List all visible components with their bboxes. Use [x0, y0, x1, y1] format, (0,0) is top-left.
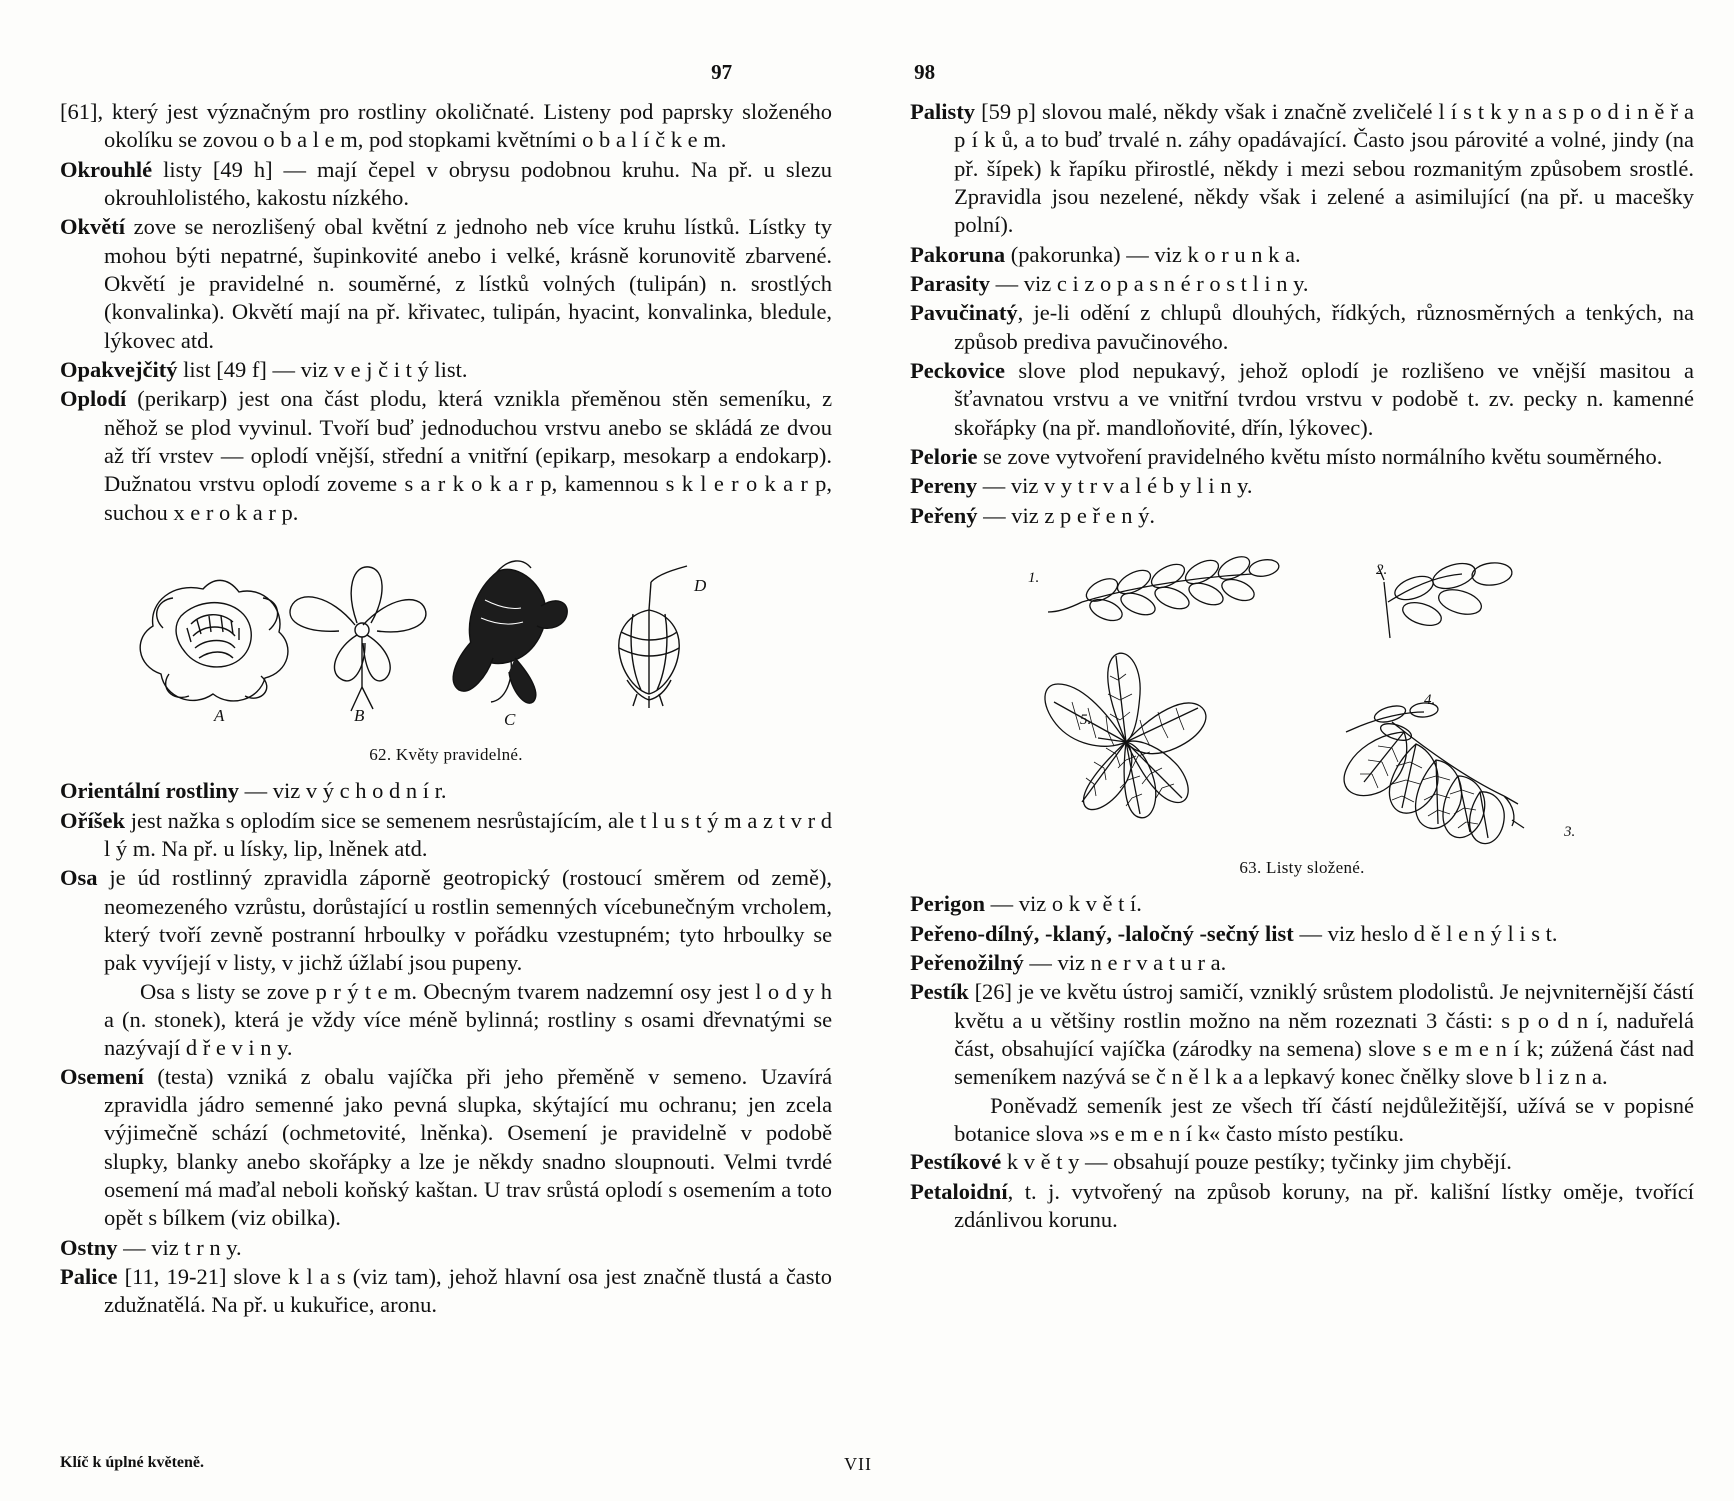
entry-body: — viz z p e ř e n ý. [977, 502, 1155, 528]
entry-body: — viz n e r v a t u r a. [1023, 949, 1227, 975]
entry-body: slove plod nepukavý, jehož oplodí je rozlišeno ve vnější masitou a šťavnatou vrstvu a ve vnitřní tvrdou vrstvu v podobě t. zv. pecky n. kamenné skořápky (na př. mandloňovité, dřín, lýkovec). [954, 358, 1694, 440]
entry-pakoruna [910, 241, 1694, 269]
entry-term: Pavučinatý [910, 300, 1018, 326]
entry-body: [59 p] slovou malé, někdy však i značně zveličelé l í s t k y n a s p o d i n ě ř a p í k ů, a to buď trvalé n. záhy opadávající. Často jsou párovité a volné, jindy (na př. šípek) k řapíku přirostlé, někdy i mezi sebou rozmanitým způsobem srostlé. Zpravidla jsou nezelené, někdy však i zelené a asimilující (na př. u macešky polní). [954, 99, 1694, 238]
entry-body: je úd rostlinný zpravidla záporně geotropický (rostoucí směrem od země), neomezeného vzrůstu, dorůstající u rostlin semenných vícebunečným vrcholem, který tvoří zevně postranní hrboulky v pořádku vzestupném; tyto hrboulky se pak vyvíjejí v listy, v jichž úžlabí jsou pupeny. [97, 865, 833, 976]
entry-osa-paragraph-2: Osa s listy se zove p r ý t e m. Obecným tvarem nadzemní osy jest l o d y h a (n. stonek), která je vždy více méně bylinná; rostliny s osami dřevnatými se nazývají d ř e v i n y. [104, 978, 833, 1061]
svg-text:C: C [504, 710, 516, 730]
entry-perenozilny [910, 949, 1694, 977]
svg-text:4.: 4. [1424, 692, 1436, 709]
entry-term: Oplodí [60, 386, 127, 412]
entry-body: — viz c i z o p a s n é r o s t l i n y. [990, 271, 1309, 297]
entry-body: — viz t r n y. [117, 1234, 242, 1260]
entry-body: list [49 f] — viz v e j č i t ý list. [177, 357, 468, 383]
entry-body: — viz v ý c h o d n í r. [238, 778, 447, 804]
entry-term: Pestík [910, 979, 969, 1005]
entry-pereny-adj [910, 502, 1694, 530]
entry-body: (perikarp) jest ona část plodu, která vznikla přeměnou stěn semeníku, z něhož se plod vyvinul. Tvoří buď jednoduchou vrstvu anebo se skládá ze dvou až tří vrstev — oplodí vnější, střední a vnitřní (epikarp, mesokarp a endokarp). Dužnatou vrstvu oplodí zoveme s a r k o k a r p, kamennou s k l e r o k a r p, suchou x e r o k a r p. [104, 386, 833, 525]
entry-term: Pereny [910, 473, 978, 499]
page-number-right: 98 [914, 60, 936, 84]
entry-term: Oříšek [60, 807, 125, 833]
entry-body: listy [49 h] — mají čepel v obrysu podobnou kruhu. Na př. u slezu okrouhlolistého, kakostu nízkého. [104, 156, 833, 211]
entry-body: [11, 19-21] slove k l a s (viz tam), jehož hlavní osa jest značně tlustá a často zdužnatělá. Na př. u kukuřice, aronu. [104, 1264, 833, 1318]
entry-oplodi [60, 385, 832, 527]
entry-pereny [910, 472, 1694, 500]
entry-palice [60, 1263, 832, 1320]
entry-term: Pelorie [910, 444, 978, 470]
entry-term: Palice [60, 1264, 118, 1289]
entry-parasity [910, 270, 1694, 298]
entry-pavucinaty [910, 299, 1694, 356]
entry-body: [26] je ve květu ústroj samičí, vzniklý srůstem plodolistů. Je nejvniternější částí květu a u většiny rostlin možno na něm rozeznati 3 části: s p o d n í, naduřelá část, obsahující vajíčka (zárodky na semena) slove s e m e n í k; zúžená část nad semeníkem nazývá se č n ě l k a a lepkavý konec čnělky slove b l i z n a. [954, 979, 1694, 1090]
entry-term: Peckovice [910, 358, 1006, 384]
entry-palisty [910, 98, 1694, 240]
svg-text:A: A [214, 706, 225, 726]
entry-pereno-dilny [910, 920, 1694, 948]
entry-term: Osa [60, 865, 98, 891]
figure-63 [910, 552, 1694, 852]
entry-term: Okrouhlé [60, 156, 153, 182]
left-page [60, 60, 872, 1481]
figure-63-caption: 63. Listy složené. [1239, 858, 1365, 878]
svg-text:2.: 2. [1376, 562, 1388, 579]
entry-term: Peřený [910, 502, 978, 528]
page-number-left: 97 [711, 60, 733, 84]
entry-orisek [60, 807, 832, 864]
footer-book-title: Klíč k úplné květeně. [60, 1454, 205, 1471]
entry-ostny [60, 1234, 832, 1262]
entry-term: Palisty [910, 99, 976, 124]
svg-text:3.: 3. [1564, 824, 1576, 841]
entry-pestik-paragraph-2: Poněvadž semeník jest ze všech tří částí nejdůležitější, užívá se v popisné botanice slova »s e m e n í k« často místo pestíku. [954, 1092, 1694, 1146]
entry-term: Orientální rostliny [60, 778, 239, 804]
footer-signature: VII [844, 1454, 873, 1474]
svg-text:5.: 5. [1080, 712, 1092, 729]
page-footer-left [60, 1454, 872, 1475]
entry-body: — viz o k v ě t í. [985, 891, 1142, 917]
entry-term: Peřeno-dílný, -klaný, -laločný -sečný list [910, 920, 1294, 946]
entry-body: , t. j. vytvořený na způsob koruny, na př. kališní lístky oměje, tvořící zdánlivou korunu. [954, 1178, 1694, 1232]
entry-osemeni [60, 1063, 832, 1233]
entry-pestikove-kvety [910, 1148, 1694, 1176]
entry-okveti [60, 213, 832, 355]
entry-petaloidni [910, 1178, 1694, 1235]
entry-perigon [910, 890, 1694, 918]
figure-62-caption: 62. Květy pravidelné. [369, 745, 523, 765]
entry-orientalni-rostliny [60, 777, 832, 805]
entry-osa [60, 864, 832, 977]
entry-body: , je-li odění z chlupů dlouhých, řídkých, různosměrných a tenkých, na způsob prediva pavučinového. [954, 300, 1694, 354]
entry-term: Osemení [60, 1063, 144, 1089]
entry-okrouhle [60, 156, 832, 213]
entry-term: Opakvejčitý [60, 357, 178, 383]
entry-term: Okvětí [60, 214, 125, 240]
entry-body: zove se nerozlišený obal květní z jednoho neb více kruhu lístků. Lístky ty mohou býti nepatrné, šupinkovité anebo i velké, krásně korunovitě zbarvené. Okvětí je pravidelné n. souměrné, z lístků volných (tulipán) n. srostlých (konvalinka). Okvětí mají na př. křivatec, tulipán, hyacint, konvalinka, bledule, lýkovec atd. [104, 214, 833, 353]
svg-text:D: D [694, 576, 707, 596]
entry-pestik [910, 978, 1694, 1091]
entry-body: — viz v y t r v a l é b y l i n y. [977, 473, 1253, 499]
entry-peckovice [910, 357, 1694, 442]
continued-paragraph: [61], který jest význačným pro rostliny okoličnaté. Listeny pod paprsky složeného okolíku se zovou o b a l e m, pod stopkami květními o b a l í č k e m. [60, 99, 833, 153]
entry-term: Pakoruna [910, 241, 1006, 267]
entry-body: se zove vytvoření pravidelného květu místo normálního květu souměrného. [977, 444, 1663, 470]
entry-body: (testa) vzniká z obalu vajíčka při jeho přeměně v semeno. Uzavírá zpravidla jádro semenné jako pevná slupka, skýtající mu ochranu; jen zcela výjimečně schází (ochmetovité, lněnka). Osemení je pravidelně v podobě slupky, blanky anebo skořápky a lze je někdy snadno sloupnouti. Velmi tvrdé osemení má maďal neboli koňský kaštan. U trav srůstá oplodí s osemením a toto opět s bílkem (viz obilka). [104, 1063, 833, 1231]
figure-63-illustration [972, 552, 1632, 852]
entry-body: jest nažka s oplodím sice se semenem nesrůstajícím, ale t l u s t ý m a z t v r d l ý m. Na př. u lísky, lip, lněnek atd. [104, 807, 833, 861]
entry-body: k v ě t y — obsahují pouze pestíky; tyčinky jim chybějí. [1001, 1149, 1512, 1175]
entry-body: — viz heslo d ě l e n ý l i s t. [1293, 920, 1558, 946]
figure-62 [60, 549, 832, 739]
entry-pelorie [910, 443, 1694, 471]
entry-term: Parasity [910, 271, 991, 297]
svg-text:1.: 1. [1028, 570, 1040, 587]
figure-62-illustration [126, 549, 766, 739]
entry-term: Petaloidní [910, 1178, 1008, 1204]
entry-term: Pestíkové [910, 1149, 1002, 1175]
entry-body: (pakorunka) — viz k o r u n k a. [1005, 241, 1301, 267]
entry-term: Perigon [910, 891, 986, 917]
entry-opakvejcity [60, 356, 832, 384]
svg-text:B: B [354, 706, 365, 726]
right-page [872, 60, 1694, 1481]
entry-term: Peřenožilný [910, 949, 1024, 975]
entry-term: Ostny [60, 1234, 118, 1260]
